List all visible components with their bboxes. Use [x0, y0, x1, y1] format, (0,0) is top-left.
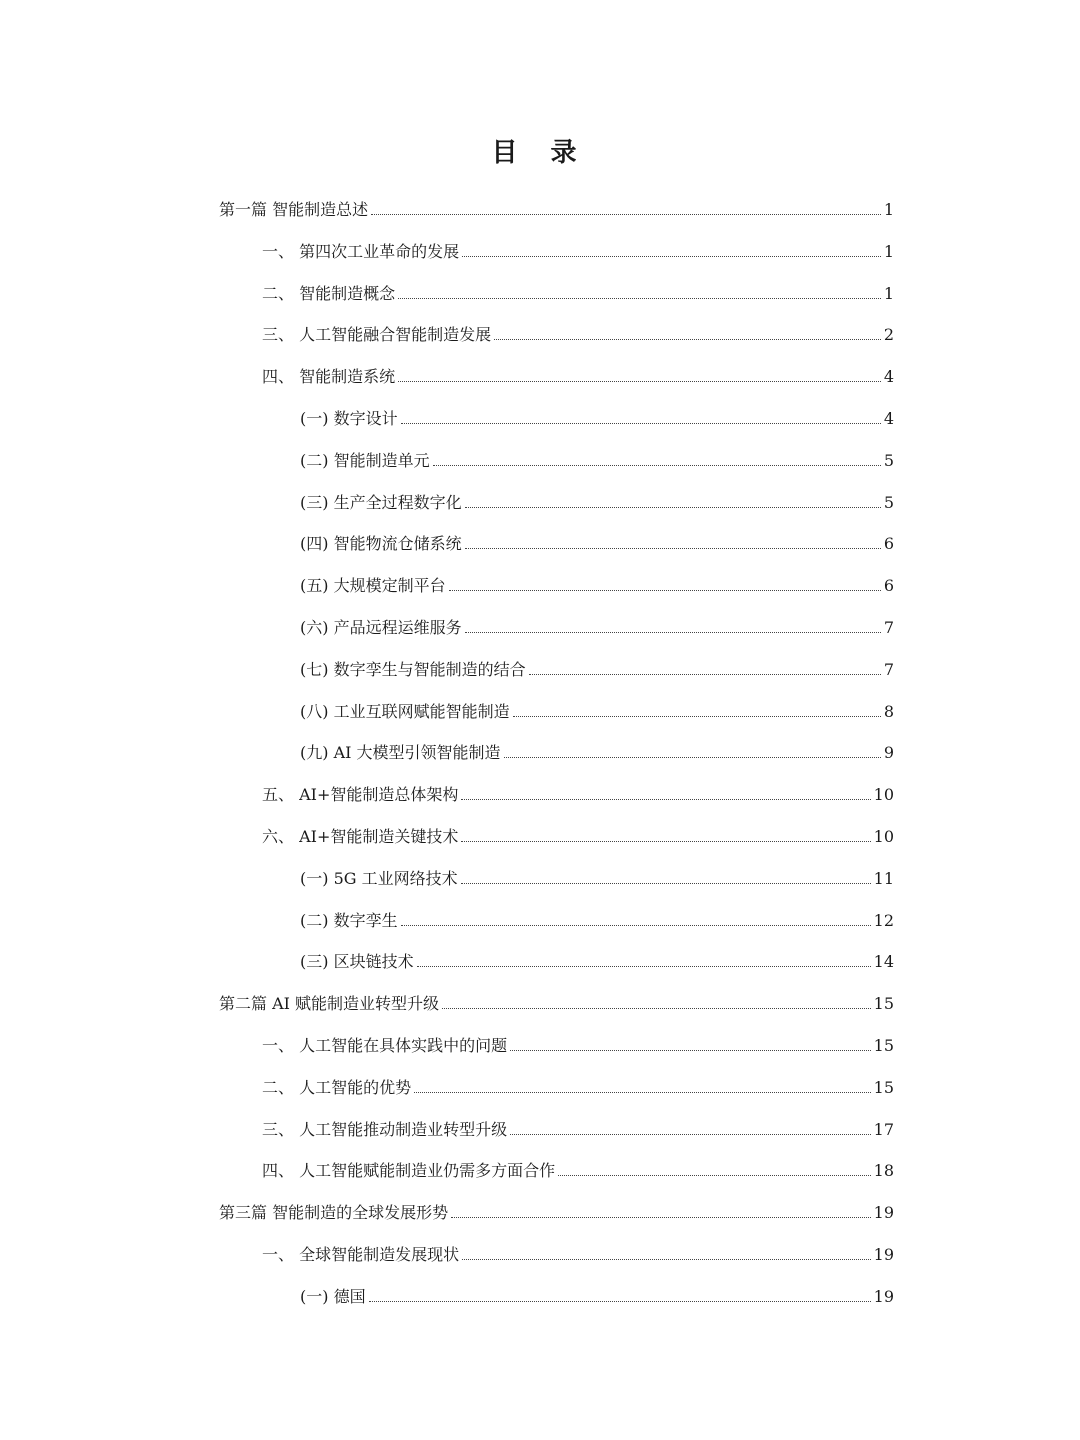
toc-entry[interactable] [300, 891, 894, 931]
toc-dot-leader [465, 548, 881, 549]
toc-entry-label: 一、 人工智能在具体实践中的问题 [262, 1036, 508, 1055]
toc-dot-leader [417, 966, 871, 967]
toc-entry-label: 五、 AI+智能制造总体架构 [262, 785, 459, 805]
toc-entry-label: 二、 智能制造概念 [262, 283, 396, 303]
toc-entry-page-number: 6 [883, 534, 894, 554]
toc-entry-page-number: 9 [883, 743, 894, 763]
toc-entry-page-number: 1 [883, 200, 894, 219]
toc-entry-page-number: 6 [883, 576, 894, 596]
toc-entry[interactable] [300, 598, 894, 638]
toc-entry-label: (九) AI 大模型引领智能制造 [300, 743, 501, 763]
toc-dot-leader [451, 1217, 871, 1218]
toc-dot-leader [398, 381, 881, 382]
toc-entry-page-number: 19 [873, 1286, 894, 1306]
toc-dot-leader [529, 674, 881, 675]
toc-entry-page-number: 4 [883, 367, 894, 387]
toc-entry-page-number: 19 [873, 1245, 894, 1264]
toc-entry-page-number: 17 [873, 1119, 894, 1139]
toc-entry-label: (三) 区块链技术 [300, 952, 414, 972]
toc-entry[interactable] [300, 1267, 894, 1307]
toc-dot-leader [510, 1134, 871, 1135]
toc-entry-label: (七) 数字孪生与智能制造的结合 [300, 659, 526, 679]
toc-entry-page-number: 12 [873, 910, 894, 930]
toc-entry-page-number: 5 [883, 450, 894, 470]
toc-entry-page-number: 1 [883, 283, 894, 303]
toc-entry-page-number: 18 [873, 1161, 894, 1181]
toc-entry-label: 三、 人工智能融合智能制造发展 [262, 325, 492, 345]
toc-entry-page-number: 4 [883, 409, 894, 428]
toc-entry-label: (一) 德国 [300, 1286, 366, 1306]
toc-entry[interactable] [300, 849, 894, 889]
toc-entry-label: (五) 大规模定制平台 [300, 576, 446, 596]
toc-entry-page-number: 7 [883, 618, 894, 637]
toc-dot-leader [465, 632, 881, 633]
toc-dot-leader [442, 1008, 871, 1009]
toc-entry[interactable] [262, 765, 894, 805]
toc-dot-leader [433, 465, 881, 466]
toc-dot-leader [369, 1301, 871, 1302]
toc-dot-leader [414, 1092, 871, 1093]
toc-entry[interactable] [262, 1225, 894, 1265]
toc-entry-page-number: 19 [873, 1203, 894, 1223]
toc-entry-label: 四、 人工智能赋能制造业仍需多方面合作 [262, 1161, 556, 1181]
toc-entry[interactable] [262, 807, 894, 847]
toc-entry-label: (三) 生产全过程数字化 [300, 492, 462, 512]
toc-entry[interactable] [300, 514, 894, 554]
toc-entry-page-number: 10 [873, 827, 894, 846]
toc-dot-leader [461, 799, 870, 800]
toc-entry-label: 第三篇 智能制造的全球发展形势 [219, 1203, 449, 1223]
toc-entry-page-number: 15 [873, 1036, 894, 1055]
toc-entry-label: (二) 数字孪生 [300, 910, 398, 930]
toc-entry-label: 一、 全球智能制造发展现状 [262, 1245, 460, 1264]
toc-dot-leader [461, 841, 870, 842]
toc-entry[interactable] [262, 222, 894, 262]
toc-entry-label: (二) 智能制造单元 [300, 450, 430, 470]
toc-entry-label: (八) 工业互联网赋能智能制造 [300, 701, 510, 721]
toc-dot-leader [462, 256, 881, 257]
toc-entry-page-number: 8 [883, 701, 894, 721]
toc-entry[interactable] [262, 264, 894, 304]
toc-entry-label: (六) 产品远程运维服务 [300, 618, 462, 637]
toc-dot-leader [462, 1259, 871, 1260]
toc-dot-leader [371, 214, 881, 215]
toc-entry[interactable] [262, 1141, 894, 1181]
page-title: 目 录 [491, 138, 589, 168]
toc-dot-leader [494, 339, 881, 340]
toc-entry-label: 三、 人工智能推动制造业转型升级 [262, 1119, 508, 1139]
toc-entry[interactable] [219, 180, 894, 220]
toc-entry[interactable] [300, 473, 894, 513]
toc-entry[interactable] [262, 347, 894, 387]
toc-entry-page-number: 10 [873, 785, 894, 805]
toc-entry[interactable] [300, 431, 894, 471]
toc-entry[interactable] [262, 1016, 894, 1056]
toc-entry-page-number: 14 [873, 952, 894, 972]
toc-dot-leader [465, 507, 881, 508]
toc-entry-label: 第一篇 智能制造总述 [219, 200, 369, 219]
toc-dot-leader [510, 1050, 871, 1051]
toc-entry[interactable] [300, 723, 894, 763]
toc-entry-label: 第二篇 AI 赋能制造业转型升级 [219, 994, 440, 1014]
toc-dot-leader [449, 590, 881, 591]
toc-dot-leader [504, 757, 881, 758]
toc-entry[interactable] [219, 974, 894, 1014]
toc-dot-leader [398, 298, 881, 299]
toc-entry-label: 一、 第四次工业革命的发展 [262, 241, 460, 261]
toc-entry[interactable] [262, 1058, 894, 1098]
toc-entry-page-number: 11 [873, 868, 894, 888]
toc-entry-label: (一) 数字设计 [300, 409, 398, 428]
toc-entry-label: (一) 5G 工业网络技术 [300, 868, 458, 888]
toc-entry-label: 二、 人工智能的优势 [262, 1077, 412, 1097]
toc-entry-label: 六、 AI+智能制造关键技术 [262, 827, 459, 846]
toc-entry[interactable] [219, 1183, 894, 1223]
toc-dot-leader [513, 716, 881, 717]
toc-dot-leader [401, 423, 881, 424]
toc-entry-label: (四) 智能物流仓储系统 [300, 534, 462, 554]
toc-entry[interactable] [300, 932, 894, 972]
toc-entry-page-number: 15 [873, 1077, 894, 1097]
toc-entry-page-number: 7 [883, 659, 894, 679]
toc-entry[interactable] [300, 640, 894, 680]
toc-dot-leader [461, 883, 871, 884]
toc-entry[interactable] [262, 1100, 894, 1140]
toc-entry[interactable] [300, 556, 894, 596]
toc-entry[interactable] [300, 389, 894, 429]
toc-dot-leader [401, 925, 871, 926]
toc-entry[interactable] [300, 682, 894, 722]
toc-entry-page-number: 2 [883, 325, 894, 345]
toc-dot-leader [558, 1175, 871, 1176]
toc-entry-page-number: 5 [883, 492, 894, 512]
toc-entry-page-number: 15 [873, 994, 894, 1014]
toc-entry-label: 四、 智能制造系统 [262, 367, 396, 387]
toc-entry[interactable] [262, 305, 894, 345]
toc-entry-page-number: 1 [883, 241, 894, 261]
